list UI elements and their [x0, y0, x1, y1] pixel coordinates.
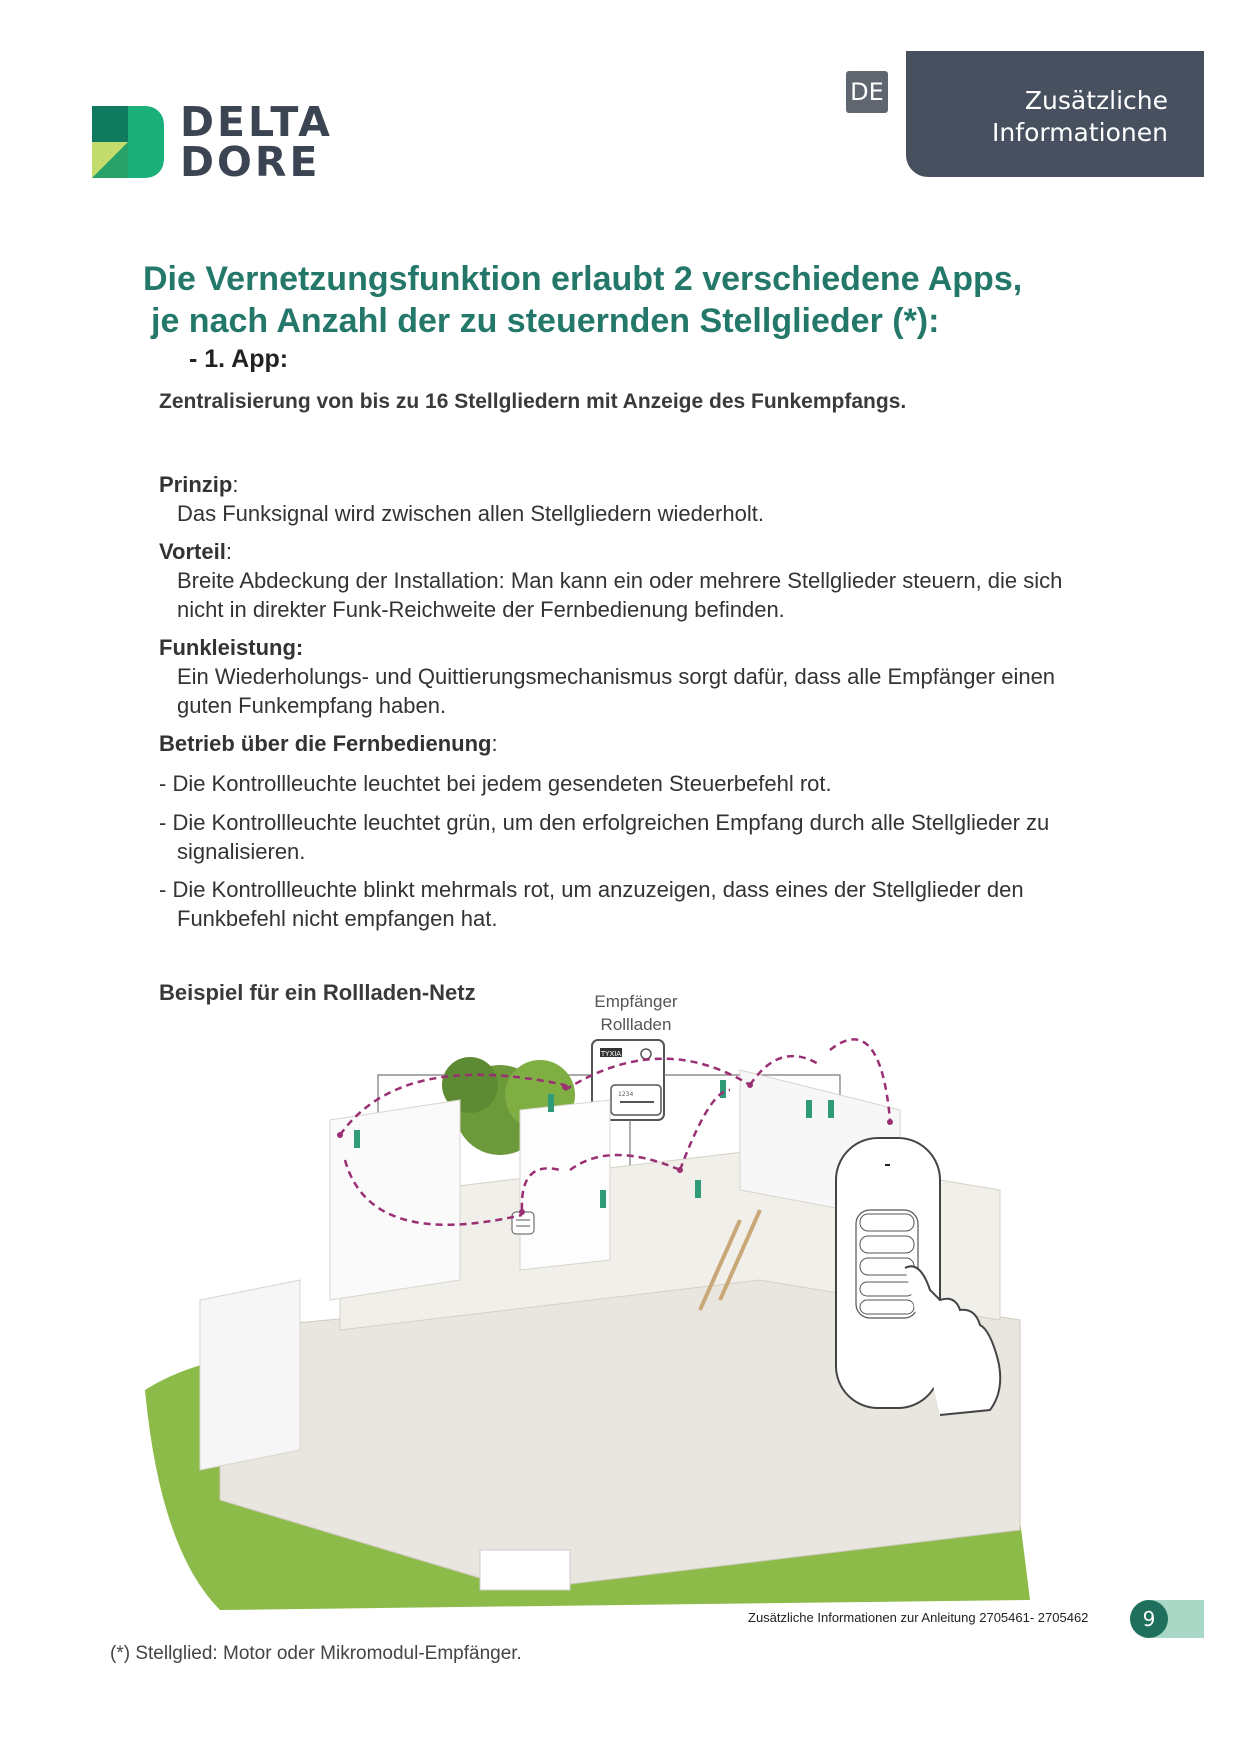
wall-switch-icon	[512, 1212, 534, 1234]
footnote: (*) Stellglied: Motor oder Mikromodul-Empfänger.	[110, 1643, 522, 1664]
receiver-label: Empfänger Rollladen	[594, 992, 678, 1034]
section-vorteil: Vorteil: Breite Abdeckung der Installation: Man kann ein oder mehrere Stellglieder steuern, die sich nicht in direkter Funk-Reichweite der Fernbedienung befinden.	[159, 537, 1119, 624]
logo-mark-icon	[92, 106, 164, 178]
bullet-2: - Die Kontrollleuchte leuchtet grün, um den erfolgreichen Empfang durch alle Stellglieder zu signalisieren.	[159, 810, 1050, 864]
vorteil-heading: Vorteil	[159, 539, 226, 564]
section-funkleistung	[159, 633, 1119, 720]
funk-line1: Ein Wiederholungs- und Quittierungsmechanismus sorgt dafür, dass alle Empfänger einen	[177, 664, 1056, 689]
language-badge: DE	[846, 71, 888, 113]
house-network-illustration	[140, 1030, 1140, 1620]
device-code: 1234	[618, 1091, 634, 1098]
delta-dore-logo	[92, 98, 412, 194]
example-heading: Beispiel für ein Rollladen-Netz	[159, 980, 476, 1005]
section-betrieb: Betrieb über die Fernbedienung:	[159, 731, 498, 756]
section-tab-line2: Informationen	[992, 118, 1168, 147]
garden-gate	[480, 1550, 570, 1590]
funk-heading: Funkleistung:	[159, 635, 304, 660]
section-tab	[906, 51, 1204, 177]
prinzip-heading: Prinzip	[159, 472, 233, 497]
page-title	[143, 258, 1143, 342]
vorteil-line2: nicht in direkter Funk-Reichweite der Fernbedienung befinden.	[177, 597, 785, 622]
footer-reference: Zusätzliche Informationen zur Anleitung 2705461- 2705462	[748, 1610, 1089, 1625]
wall-middle	[520, 1100, 610, 1270]
bullet-1: - Die Kontrollleuchte leuchtet bei jedem gesendeten Steuerbefehl rot.	[159, 771, 832, 796]
wall-left	[330, 1100, 460, 1300]
brand-line1: DELTA	[180, 98, 333, 146]
section-prinzip: Prinzip: Das Funksignal wird zwischen allen Stellgliedern wiederholt.	[159, 470, 1119, 528]
title-line2: je nach Anzahl der zu steuernden Stellglieder (*):	[151, 302, 940, 340]
bullet-3: - Die Kontrollleuchte blinkt mehrmals rot, um anzuzeigen, dass eines der Stellglieder den Funkbefehl nicht empfangen hat.	[159, 877, 1024, 931]
lead-text: Zentralisierung von bis zu 16 Stellgliedern mit Anzeige des Funkempfangs.	[159, 390, 907, 413]
front-wall	[200, 1280, 300, 1470]
app-label: - 1. App:	[189, 345, 289, 373]
prinzip-text: Das Funksignal wird zwischen allen Stellgliedern wiederholt.	[177, 501, 764, 526]
betrieb-heading: Betrieb über die Fernbedienung	[159, 731, 492, 756]
device-brand: TYXIA	[600, 1050, 622, 1058]
brand-line2: DORE	[180, 138, 321, 186]
page-number: 9	[1130, 1600, 1168, 1638]
title-line1: Die Vernetzungsfunktion erlaubt 2 verschiedene Apps,	[143, 260, 1023, 298]
funk-line2: guten Funkempfang haben.	[177, 693, 447, 718]
section-tab-line1: Zusätzliche	[1024, 86, 1168, 115]
vorteil-line1: Breite Abdeckung der Installation: Man kann ein oder mehrere Stellglieder steuern, die sich	[177, 568, 1063, 593]
